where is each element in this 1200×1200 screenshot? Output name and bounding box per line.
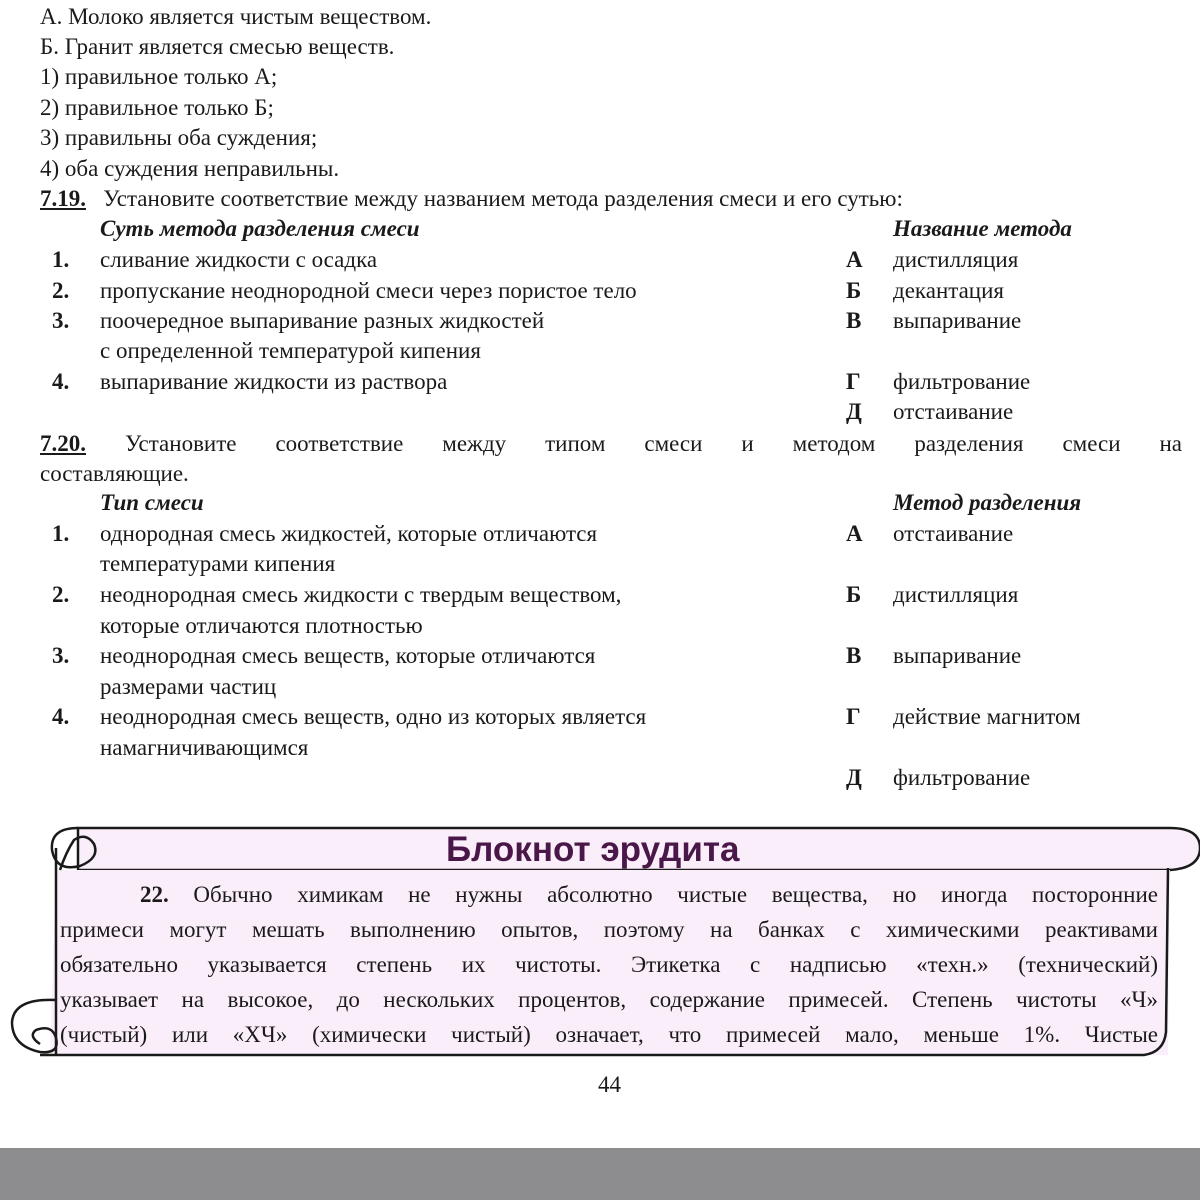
task-720-item-text-cont: намагничивающимся (100, 735, 309, 760)
task-719-item-text: сливание жидкости с осадка (100, 247, 378, 272)
task-720-item-text: однородная смесь жидкостей, которые отличаются (100, 521, 598, 546)
task-720-item-text: неоднородная смесь веществ, одно из которых является (100, 704, 647, 729)
task-719-item-text-cont: с определенной температурой кипения (100, 338, 481, 363)
task-719-text: Установите соответствие между названием метода разделения смеси и его сутью: (103, 186, 903, 211)
task-720-item-text: неоднородная смесь веществ, которые отличаются (100, 643, 596, 668)
task-719-option-letter: В (846, 308, 862, 333)
task-719-option-letter: Д (846, 399, 862, 424)
task-720-option-text: выпаривание (893, 643, 1022, 668)
task-719-left-header: Суть метода разделения смеси (100, 216, 420, 241)
task-720-item-text-cont: размерами частиц (100, 674, 277, 699)
bottom-bar (0, 1148, 1200, 1200)
task-720-option-text: действие магнитом (893, 704, 1081, 729)
task-719-item-text: выпаривание жидкости из раствора (100, 369, 448, 394)
task-720-option-letter: Г (846, 704, 861, 729)
statement-b: Б. Гранит является смесью веществ. (40, 34, 395, 59)
notebook-text-line-5: (чистый) или «ХЧ» (химически чистый) означает, что примесей мало, меньше 1%. Чистые (60, 1022, 1158, 1047)
page-number: 44 (598, 1072, 621, 1097)
task-720-item-text-cont: температурами кипения (100, 551, 336, 576)
task-720-option-letter: В (846, 643, 862, 668)
notebook-text-line-4: указывает на высокое, до нескольких процентов, содержание примесей. Степень чистоты «Ч» (60, 987, 1158, 1012)
notebook-text-line (60, 877, 1158, 912)
answer-option-3: 3) правильны оба суждения; (40, 125, 318, 150)
task-720-right-header: Метод разделения (893, 490, 1082, 515)
answer-option-1: 1) правильное только А; (40, 64, 278, 89)
answer-option-2: 2) правильное только Б; (40, 95, 274, 120)
task-719-right-header: Название метода (893, 216, 1072, 241)
task-719-option-text: фильтрование (893, 369, 1031, 394)
task-719-number: 7.19. (40, 186, 86, 211)
task-719-item-number: 2. (52, 278, 70, 303)
task-719-option-text: выпаривание (893, 308, 1022, 333)
task-719-option-text: декантация (893, 278, 1004, 303)
notebook-text-line-3: обязательно указывается степень их чистоты. Этикетка с надписью «техн.» (технический) (60, 952, 1158, 977)
task-720-text: Установите соответствие между типом смеси и методом разделения смеси на (124, 431, 1183, 456)
task-719-option-letter: Б (846, 278, 862, 303)
task-719-item-text: поочередное выпаривание разных жидкостей (100, 308, 545, 333)
task-720-option-text: дистилляция (893, 582, 1019, 607)
notebook-title: Блокнот эрудита (446, 830, 740, 869)
task-719-item-number: 1. (52, 247, 70, 272)
task-720-option-letter: Б (846, 582, 862, 607)
task-719-item-text: пропускание неоднородной смеси через пористое тело (100, 278, 637, 303)
task-719-option-text: отстаивание (893, 399, 1014, 424)
task-719-item-number: 3. (52, 308, 70, 333)
task-719-option-text: дистилляция (893, 247, 1019, 272)
task-719-option-letter: Г (846, 369, 861, 394)
task-720-item-text-cont: которые отличаются плотностью (100, 613, 423, 638)
task-719-item-number: 4. (52, 369, 70, 394)
task-720-text-cont: составляющие. (40, 461, 189, 486)
task-720-item-number: 2. (52, 582, 70, 607)
answer-option-4: 4) оба суждения неправильны. (40, 156, 340, 181)
task-720-number: 7.20. (40, 431, 86, 456)
task-720-option-text: отстаивание (893, 521, 1014, 546)
notebook-item-number: 22. (140, 882, 169, 907)
task-720-item-text: неоднородная смесь жидкости с твердым веществом, (100, 582, 622, 607)
task-720-item-number: 1. (52, 521, 70, 546)
task-720-option-text: фильтрование (893, 765, 1031, 790)
task-720-item-number: 4. (52, 704, 70, 729)
task-720-left-header: Тип смеси (100, 490, 204, 515)
task-720-option-letter: А (846, 521, 863, 546)
notebook-text-line-2: примеси могут мешать выполнению опытов, поэтому на банках с химическими реактивами (60, 917, 1158, 942)
statement-a: А. Молоко является чистым веществом. (40, 4, 432, 29)
task-720-option-letter: Д (846, 765, 862, 790)
notebook-text-line-1: Обычно химикам не нужны абсолютно чистые вещества, но иногда посторонние (193, 882, 1158, 907)
task-719-option-letter: А (846, 247, 863, 272)
task-720-item-number: 3. (52, 643, 70, 668)
